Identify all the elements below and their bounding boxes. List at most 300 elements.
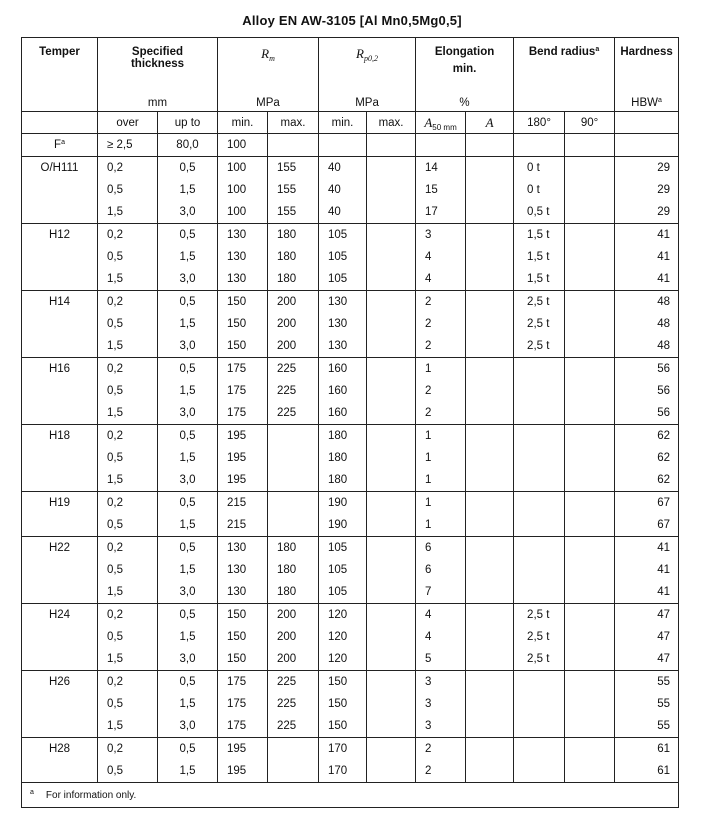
cell-hbw: 56 xyxy=(615,358,679,381)
cell-rm-min: 195 xyxy=(218,760,268,783)
cell-a xyxy=(466,514,514,537)
cell-bend-90 xyxy=(565,537,615,560)
cell-a xyxy=(466,469,514,492)
cell-a xyxy=(466,313,514,335)
cell-rm-min: 100 xyxy=(218,201,268,224)
cell-rp-min: 190 xyxy=(319,492,367,515)
cell-hbw: 41 xyxy=(615,559,679,581)
cell-up-to: 0,5 xyxy=(158,425,218,448)
cell-a xyxy=(466,738,514,761)
cell-up-to: 1,5 xyxy=(158,246,218,268)
cell-over: 0,2 xyxy=(98,358,158,381)
cell-temper: H24 xyxy=(22,604,98,627)
cell-bend-90 xyxy=(565,469,615,492)
cell-rm-min: 175 xyxy=(218,715,268,738)
cell-rm-max xyxy=(268,447,319,469)
cell-temper xyxy=(22,201,98,224)
cell-hbw: 67 xyxy=(615,514,679,537)
cell-a xyxy=(466,268,514,291)
cell-temper xyxy=(22,246,98,268)
header-row-labels xyxy=(22,38,679,89)
cell-bend-180 xyxy=(514,447,565,469)
cell-bend-180: 1,5 t xyxy=(514,268,565,291)
sub-rp-min: min. xyxy=(319,112,367,134)
cell-hbw: 55 xyxy=(615,693,679,715)
cell-rm-min: 130 xyxy=(218,559,268,581)
cell-up-to: 3,0 xyxy=(158,268,218,291)
cell-hbw: 48 xyxy=(615,335,679,358)
cell-hbw: 41 xyxy=(615,224,679,247)
cell-rm-min: 195 xyxy=(218,738,268,761)
cell-a xyxy=(466,760,514,783)
alloy-properties-table xyxy=(21,37,679,808)
cell-over: ≥ 2,5 xyxy=(98,134,158,157)
cell-bend-180 xyxy=(514,134,565,157)
cell-rp-min: 120 xyxy=(319,604,367,627)
cell-a50: 4 xyxy=(416,604,466,627)
unit-mpa-rm: MPa xyxy=(218,88,319,112)
cell-a50: 1 xyxy=(416,447,466,469)
col-header-rp02: $R_{p0,2}$ xyxy=(319,38,416,89)
table-row xyxy=(22,335,679,358)
cell-rp-max xyxy=(367,559,416,581)
cell-up-to: 3,0 xyxy=(158,648,218,671)
cell-a xyxy=(466,604,514,627)
cell-a xyxy=(466,358,514,381)
table-row xyxy=(22,157,679,180)
cell-rm-min: 150 xyxy=(218,335,268,358)
unit-temper xyxy=(22,88,98,112)
cell-rm-min: 175 xyxy=(218,380,268,402)
cell-rm-min: 195 xyxy=(218,425,268,448)
cell-rm-min: 100 xyxy=(218,134,268,157)
cell-a xyxy=(466,179,514,201)
cell-rp-max xyxy=(367,313,416,335)
cell-rp-min: 120 xyxy=(319,626,367,648)
cell-bend-90 xyxy=(565,134,615,157)
cell-up-to: 0,5 xyxy=(158,224,218,247)
cell-a50: 2 xyxy=(416,291,466,314)
cell-bend-90 xyxy=(565,604,615,627)
cell-a xyxy=(466,157,514,180)
cell-rp-max xyxy=(367,492,416,515)
cell-rp-max xyxy=(367,358,416,381)
table-row xyxy=(22,715,679,738)
cell-rp-min: 130 xyxy=(319,313,367,335)
cell-hbw: 47 xyxy=(615,604,679,627)
col-header-temper: Temper xyxy=(22,38,98,89)
cell-rm-max: 200 xyxy=(268,291,319,314)
cell-bend-90 xyxy=(565,626,615,648)
cell-over: 0,2 xyxy=(98,604,158,627)
cell-up-to: 0,5 xyxy=(158,157,218,180)
cell-over: 0,5 xyxy=(98,313,158,335)
cell-a xyxy=(466,626,514,648)
sub-180deg: 180° xyxy=(514,112,565,134)
cell-a50: 4 xyxy=(416,268,466,291)
cell-rm-max: 180 xyxy=(268,246,319,268)
footnote-text: For information only. xyxy=(45,789,137,801)
cell-up-to: 0,5 xyxy=(158,358,218,381)
cell-hbw: 47 xyxy=(615,626,679,648)
cell-up-to: 3,0 xyxy=(158,402,218,425)
cell-hbw: 55 xyxy=(615,671,679,694)
cell-hbw: 61 xyxy=(615,760,679,783)
table-row xyxy=(22,447,679,469)
cell-over: 1,5 xyxy=(98,469,158,492)
table-row xyxy=(22,380,679,402)
table-row xyxy=(22,626,679,648)
cell-rp-min: 160 xyxy=(319,380,367,402)
cell-bend-90 xyxy=(565,201,615,224)
cell-up-to: 1,5 xyxy=(158,693,218,715)
cell-bend-90 xyxy=(565,268,615,291)
cell-bend-180 xyxy=(514,492,565,515)
cell-bend-180 xyxy=(514,738,565,761)
cell-rm-min: 195 xyxy=(218,447,268,469)
sub-rm-max: max. xyxy=(268,112,319,134)
cell-bend-180 xyxy=(514,715,565,738)
cell-a50: 3 xyxy=(416,224,466,247)
cell-temper xyxy=(22,648,98,671)
cell-rp-min: 105 xyxy=(319,581,367,604)
cell-up-to: 0,5 xyxy=(158,738,218,761)
cell-a xyxy=(466,648,514,671)
table-row xyxy=(22,425,679,448)
cell-rp-max xyxy=(367,738,416,761)
cell-temper: H19 xyxy=(22,492,98,515)
cell-over: 0,5 xyxy=(98,179,158,201)
cell-a xyxy=(466,224,514,247)
cell-rp-max xyxy=(367,224,416,247)
cell-rp-max xyxy=(367,291,416,314)
cell-over: 1,5 xyxy=(98,581,158,604)
cell-up-to: 1,5 xyxy=(158,179,218,201)
cell-temper: H18 xyxy=(22,425,98,448)
cell-hbw: 47 xyxy=(615,648,679,671)
cell-a50: 3 xyxy=(416,693,466,715)
cell-a50: 1 xyxy=(416,425,466,448)
sub-hbw xyxy=(615,112,679,134)
cell-bend-90 xyxy=(565,291,615,314)
cell-rp-max xyxy=(367,469,416,492)
cell-rp-max xyxy=(367,671,416,694)
cell-temper: H28 xyxy=(22,738,98,761)
unit-hbw: HBW$^a$ xyxy=(615,88,679,112)
cell-bend-90 xyxy=(565,648,615,671)
cell-rp-min: 180 xyxy=(319,447,367,469)
cell-bend-180 xyxy=(514,671,565,694)
cell-rp-min: 120 xyxy=(319,648,367,671)
cell-rm-max: 180 xyxy=(268,559,319,581)
cell-bend-90 xyxy=(565,380,615,402)
table-row xyxy=(22,760,679,783)
cell-rm-min: 195 xyxy=(218,469,268,492)
cell-over: 0,2 xyxy=(98,157,158,180)
table-row xyxy=(22,537,679,560)
cell-temper xyxy=(22,380,98,402)
cell-hbw: 48 xyxy=(615,291,679,314)
cell-a50: 7 xyxy=(416,581,466,604)
cell-bend-180 xyxy=(514,358,565,381)
cell-temper xyxy=(22,693,98,715)
cell-bend-90 xyxy=(565,313,615,335)
cell-a50: 15 xyxy=(416,179,466,201)
cell-bend-90 xyxy=(565,246,615,268)
cell-rp-min: 130 xyxy=(319,291,367,314)
cell-over: 0,5 xyxy=(98,514,158,537)
cell-rm-max: 225 xyxy=(268,693,319,715)
table-row xyxy=(22,134,679,157)
cell-hbw xyxy=(615,134,679,157)
cell-rm-max: 200 xyxy=(268,604,319,627)
table-row xyxy=(22,179,679,201)
cell-bend-180 xyxy=(514,380,565,402)
table-row xyxy=(22,358,679,381)
cell-hbw: 29 xyxy=(615,179,679,201)
cell-rm-max: 200 xyxy=(268,313,319,335)
cell-rp-max xyxy=(367,268,416,291)
cell-bend-180 xyxy=(514,402,565,425)
cell-hbw: 62 xyxy=(615,469,679,492)
table-title: Alloy EN AW-3105 [Al Mn0,5Mg0,5] xyxy=(242,13,462,28)
cell-rp-min: 170 xyxy=(319,738,367,761)
cell-hbw: 29 xyxy=(615,201,679,224)
cell-bend-180: 0,5 t xyxy=(514,201,565,224)
cell-rp-min: 150 xyxy=(319,715,367,738)
cell-over: 0,5 xyxy=(98,559,158,581)
cell-over: 0,2 xyxy=(98,425,158,448)
cell-up-to: 80,0 xyxy=(158,134,218,157)
cell-bend-90 xyxy=(565,358,615,381)
cell-over: 0,5 xyxy=(98,693,158,715)
cell-a xyxy=(466,134,514,157)
cell-rm-max xyxy=(268,469,319,492)
cell-bend-180: 0 t xyxy=(514,179,565,201)
cell-a50: 6 xyxy=(416,559,466,581)
cell-over: 0,2 xyxy=(98,738,158,761)
cell-rp-max xyxy=(367,380,416,402)
cell-a xyxy=(466,425,514,448)
table-row xyxy=(22,313,679,335)
cell-rm-max: 155 xyxy=(268,201,319,224)
cell-bend-90 xyxy=(565,514,615,537)
cell-rp-max xyxy=(367,402,416,425)
cell-rp-max xyxy=(367,201,416,224)
cell-rp-max xyxy=(367,425,416,448)
cell-up-to: 1,5 xyxy=(158,514,218,537)
cell-rm-min: 100 xyxy=(218,157,268,180)
cell-hbw: 61 xyxy=(615,738,679,761)
col-header-bend-radius: Bend radius$^a$ xyxy=(514,38,615,89)
cell-bend-90 xyxy=(565,492,615,515)
cell-rp-min: 190 xyxy=(319,514,367,537)
cell-a50: 2 xyxy=(416,760,466,783)
cell-a50: 1 xyxy=(416,358,466,381)
cell-bend-90 xyxy=(565,559,615,581)
cell-up-to: 3,0 xyxy=(158,335,218,358)
cell-rm-max: 200 xyxy=(268,648,319,671)
col-header-thickness: Specified thickness xyxy=(98,38,218,89)
unit-bend xyxy=(514,88,615,112)
cell-rm-min: 150 xyxy=(218,648,268,671)
cell-rp-min: 105 xyxy=(319,246,367,268)
cell-rm-max: 180 xyxy=(268,224,319,247)
footnote xyxy=(22,783,679,808)
sub-a50: $A_{50 mm}$ xyxy=(416,112,466,134)
cell-rp-min: 40 xyxy=(319,179,367,201)
table-row xyxy=(22,469,679,492)
cell-bend-90 xyxy=(565,402,615,425)
cell-rm-min: 130 xyxy=(218,581,268,604)
cell-hbw: 48 xyxy=(615,313,679,335)
sub-up-to: up to xyxy=(158,112,218,134)
cell-up-to: 0,5 xyxy=(158,492,218,515)
cell-rp-min: 180 xyxy=(319,469,367,492)
col-header-rm: $R_m$ xyxy=(218,38,319,89)
cell-rp-max xyxy=(367,693,416,715)
cell-temper xyxy=(22,559,98,581)
cell-bend-180: 2,5 t xyxy=(514,626,565,648)
cell-over: 1,5 xyxy=(98,648,158,671)
cell-a xyxy=(466,492,514,515)
cell-hbw: 62 xyxy=(615,447,679,469)
cell-bend-180: 2,5 t xyxy=(514,604,565,627)
table-row xyxy=(22,224,679,247)
cell-temper xyxy=(22,626,98,648)
cell-a xyxy=(466,402,514,425)
cell-over: 1,5 xyxy=(98,335,158,358)
cell-a xyxy=(466,380,514,402)
cell-a xyxy=(466,335,514,358)
cell-up-to: 1,5 xyxy=(158,447,218,469)
cell-rm-max xyxy=(268,738,319,761)
cell-up-to: 0,5 xyxy=(158,671,218,694)
cell-rp-min: 170 xyxy=(319,760,367,783)
cell-a xyxy=(466,581,514,604)
cell-a xyxy=(466,447,514,469)
sub-temper xyxy=(22,112,98,134)
cell-up-to: 1,5 xyxy=(158,760,218,783)
cell-hbw: 56 xyxy=(615,380,679,402)
cell-temper xyxy=(22,514,98,537)
cell-a50: 2 xyxy=(416,380,466,402)
cell-temper: H26 xyxy=(22,671,98,694)
cell-a xyxy=(466,559,514,581)
cell-temper: H12 xyxy=(22,224,98,247)
cell-rm-max: 200 xyxy=(268,335,319,358)
cell-rm-max xyxy=(268,760,319,783)
table-row xyxy=(22,604,679,627)
cell-bend-90 xyxy=(565,224,615,247)
cell-rp-min xyxy=(319,134,367,157)
cell-over: 1,5 xyxy=(98,715,158,738)
cell-rp-max xyxy=(367,246,416,268)
cell-a50: 2 xyxy=(416,402,466,425)
table-row xyxy=(22,514,679,537)
cell-rm-min: 175 xyxy=(218,693,268,715)
cell-rp-min: 40 xyxy=(319,157,367,180)
cell-a50: 1 xyxy=(416,469,466,492)
cell-over: 1,5 xyxy=(98,402,158,425)
cell-up-to: 3,0 xyxy=(158,581,218,604)
header-row-subcolumns xyxy=(22,112,679,134)
cell-up-to: 3,0 xyxy=(158,201,218,224)
cell-bend-180: 2,5 t xyxy=(514,291,565,314)
cell-bend-180 xyxy=(514,537,565,560)
cell-bend-90 xyxy=(565,738,615,761)
cell-temper: H22 xyxy=(22,537,98,560)
cell-temper: O/H111 xyxy=(22,157,98,180)
cell-temper xyxy=(22,715,98,738)
cell-rm-max: 225 xyxy=(268,358,319,381)
table-row xyxy=(22,268,679,291)
cell-temper: H16 xyxy=(22,358,98,381)
cell-rm-min: 215 xyxy=(218,492,268,515)
unit-mm: mm xyxy=(98,88,218,112)
cell-a50: 1 xyxy=(416,492,466,515)
cell-bend-90 xyxy=(565,671,615,694)
footnote-mark: a xyxy=(30,788,34,796)
cell-temper xyxy=(22,581,98,604)
cell-temper xyxy=(22,335,98,358)
cell-bend-90 xyxy=(565,157,615,180)
cell-rp-max xyxy=(367,335,416,358)
table-row xyxy=(22,648,679,671)
cell-a xyxy=(466,291,514,314)
cell-bend-90 xyxy=(565,760,615,783)
cell-over: 0,2 xyxy=(98,291,158,314)
sub-90deg: 90° xyxy=(565,112,615,134)
cell-rp-min: 150 xyxy=(319,693,367,715)
cell-bend-90 xyxy=(565,447,615,469)
cell-hbw: 41 xyxy=(615,268,679,291)
cell-over: 0,5 xyxy=(98,246,158,268)
cell-rm-max: 200 xyxy=(268,626,319,648)
table-row xyxy=(22,402,679,425)
cell-over: 0,2 xyxy=(98,671,158,694)
cell-a50: 4 xyxy=(416,626,466,648)
header-row-units xyxy=(22,88,679,112)
cell-rm-min: 175 xyxy=(218,671,268,694)
cell-bend-180 xyxy=(514,581,565,604)
cell-up-to: 1,5 xyxy=(158,626,218,648)
cell-over: 0,5 xyxy=(98,626,158,648)
cell-a50: 17 xyxy=(416,201,466,224)
cell-bend-90 xyxy=(565,693,615,715)
cell-over: 1,5 xyxy=(98,268,158,291)
cell-a50: 6 xyxy=(416,537,466,560)
cell-a50: 5 xyxy=(416,648,466,671)
cell-rp-min: 105 xyxy=(319,224,367,247)
cell-a50: 2 xyxy=(416,335,466,358)
cell-rm-max: 180 xyxy=(268,537,319,560)
sub-a: A xyxy=(466,112,514,134)
cell-rm-max: 225 xyxy=(268,402,319,425)
cell-bend-180: 1,5 t xyxy=(514,224,565,247)
cell-rp-min: 160 xyxy=(319,358,367,381)
cell-rm-max xyxy=(268,425,319,448)
cell-rm-max: 225 xyxy=(268,380,319,402)
cell-bend-180 xyxy=(514,469,565,492)
cell-rp-max xyxy=(367,648,416,671)
cell-bend-180 xyxy=(514,693,565,715)
cell-rm-min: 130 xyxy=(218,537,268,560)
cell-rm-min: 150 xyxy=(218,604,268,627)
cell-temper: H14 xyxy=(22,291,98,314)
cell-bend-90 xyxy=(565,715,615,738)
cell-over: 0,2 xyxy=(98,537,158,560)
